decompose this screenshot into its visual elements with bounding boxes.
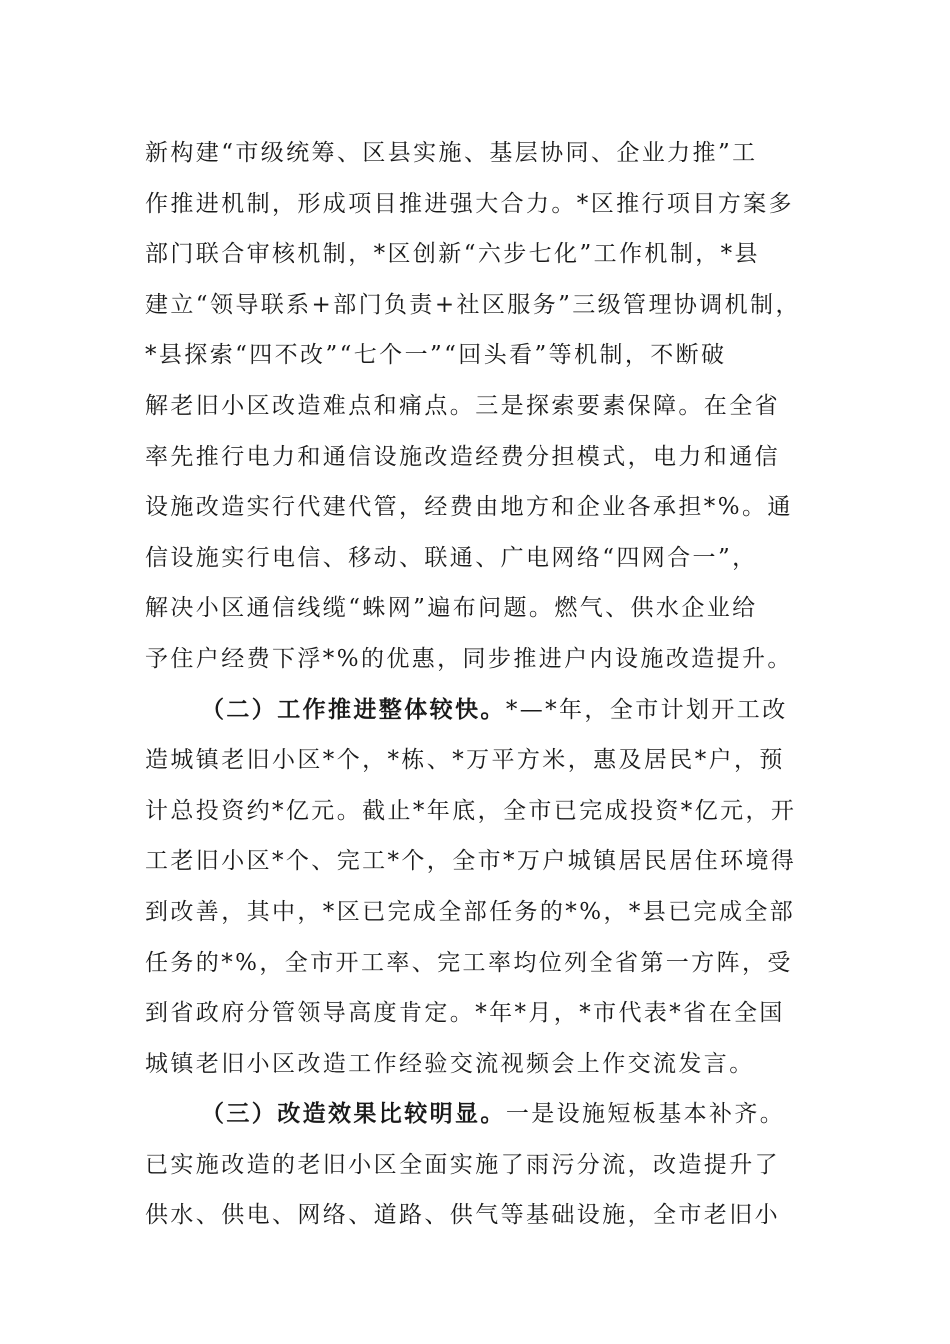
paragraph-3 <box>145 1089 810 1241</box>
text-line: 予住户经费下浮*%的优惠，同步推进户内设施改造提升。 <box>145 645 793 672</box>
text-line: 任务的*%，全市开工率、完工率均位列全省第一方阵，受 <box>145 949 793 976</box>
paragraph-3-first-line <box>145 1089 810 1140</box>
text-line: 作推进机制，形成项目推进强大合力。*区推行项目方案多 <box>145 190 794 217</box>
text-line: 供水、供电、网络、道路、供气等基础设施，全市老旧小 <box>145 1202 780 1229</box>
text-run: 一是设施短板基本补齐。 <box>505 1101 786 1128</box>
section-heading-3: （三）改造效果比较明显。 <box>201 1100 506 1128</box>
text-line: 造城镇老旧小区*个，*栋、*万平方米，惠及居民*户，预 <box>145 747 785 774</box>
document-body <box>145 128 810 1241</box>
text-line: 计总投资约*亿元。截止*年底，全市已完成投资*亿元，开 <box>145 797 797 824</box>
text-line: 部门联合审核机制，*区创新“六步七化”工作机制，*县 <box>145 241 760 268</box>
text-run: *—*年，全市计划开工改 <box>505 696 788 723</box>
section-heading-2: （二）工作推进整体较快。 <box>201 695 506 723</box>
paragraph-2-first-line <box>145 685 810 736</box>
text-line: 已实施改造的老旧小区全面实施了雨污分流，改造提升了 <box>145 1151 780 1178</box>
text-line: 城镇老旧小区改造工作经验交流视频会上作交流发言。 <box>145 1050 755 1077</box>
text-line: 解老旧小区改造难点和痛点。三是探索要素保障。在全省 <box>145 392 780 419</box>
text-line: 设施改造实行代建代管，经费由地方和企业各承担*%。通 <box>145 494 793 521</box>
text-line: 率先推行电力和通信设施改造经费分担模式，电力和通信 <box>145 443 780 470</box>
text-line: 信设施实行电信、移动、联通、广电网络“四网合一”， <box>145 544 758 571</box>
text-line: 到省政府分管领导高度肯定。*年*月，*市代表*省在全国 <box>145 1000 785 1027</box>
text-line: 新构建“市级统筹、区县实施、基层协同、企业力推”工 <box>145 140 758 166</box>
text-line: 工老旧小区*个、完工*个，全市*万户城镇居民居住环境得 <box>145 848 797 875</box>
text-line: 到改善，其中，*区已完成全部任务的*%，*县已完成全部 <box>145 898 796 925</box>
text-line: *县探索“四不改”“七个一”“回头看”等机制，不断破 <box>145 342 727 369</box>
paragraph-2 <box>145 685 810 1090</box>
text-line: 解决小区通信线缆“蛛网”遍布问题。燃气、供水企业给 <box>145 595 758 622</box>
paragraph-1 <box>145 128 810 685</box>
text-line: 建立“领导联系+部门负责+社区服务”三级管理协调机制， <box>145 291 801 318</box>
